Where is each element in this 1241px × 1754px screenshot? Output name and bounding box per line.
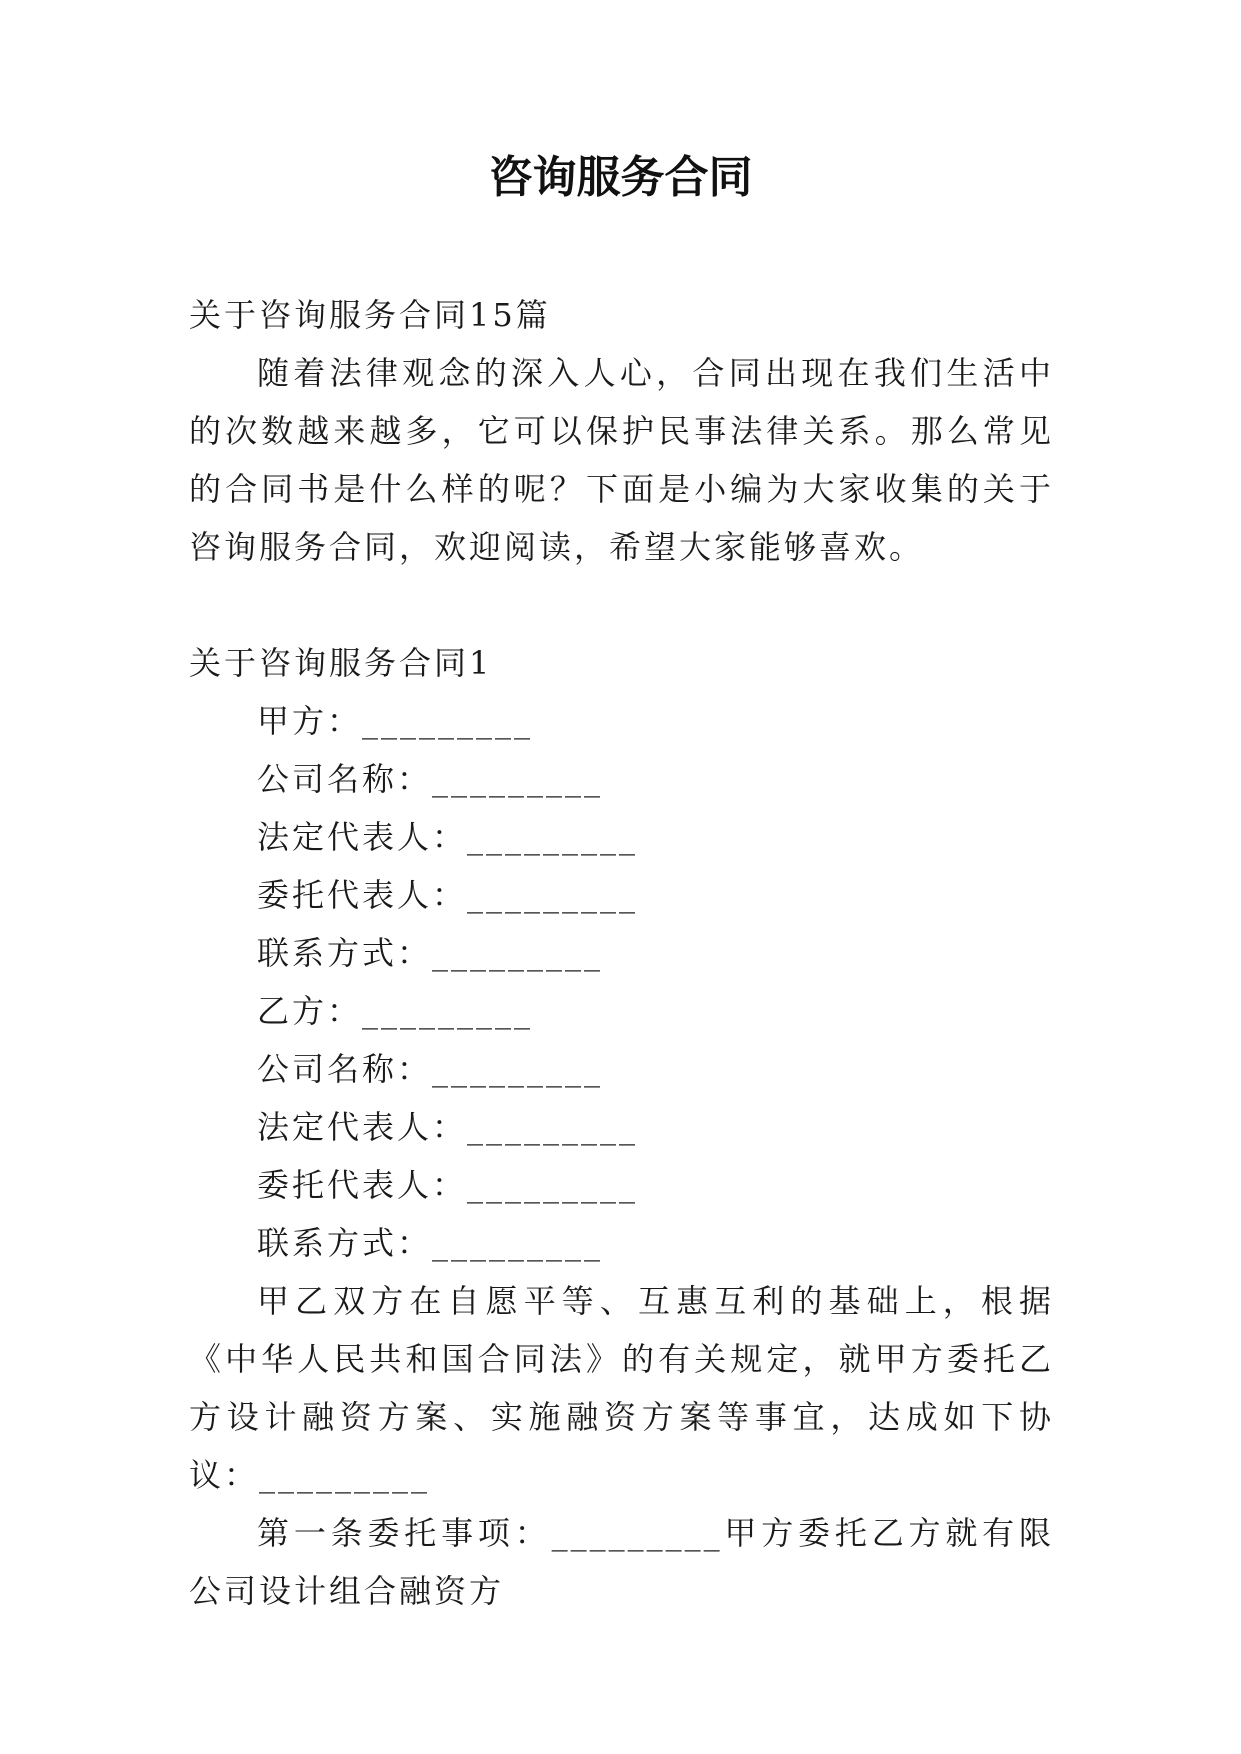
article-one-paragraph: 第一条委托事项：_________甲方委托乙方就有限公司设计组合融资方 [189,1514,1054,1610]
party-a-company: 公司名称：_________ [257,760,604,798]
party-a-agent: 委托代表人：_________ [257,876,639,914]
section-heading: 关于咨询服务合同1 [189,644,493,682]
party-b-label: 乙方：_________ [257,992,534,1030]
party-b-agent: 委托代表人：_________ [257,1166,639,1204]
document-body [189,286,1054,1620]
party-a-contact: 联系方式：_________ [257,934,604,972]
document-subtitle: 关于咨询服务合同15篇 [189,296,551,334]
party-b-company: 公司名称：_________ [257,1050,604,1088]
party-b-contact: 联系方式：_________ [257,1224,604,1262]
party-a-legal-rep: 法定代表人：_________ [257,818,639,856]
agreement-paragraph: 甲乙双方在自愿平等、互惠互利的基础上，根据《中华人民共和国合同法》的有关规定，就甲方委托乙方设计融资方案、实施融资方案等事宜，达成如下协议：_________ [189,1282,1054,1494]
intro-paragraph: 随着法律观念的深入人心，合同出现在我们生活中的次数越来越多，它可以保护民事法律关系。那么常见的合同书是什么样的呢？下面是小编为大家收集的关于咨询服务合同，欢迎阅读，希望大家能够喜欢。 [189,354,1054,566]
party-b-legal-rep: 法定代表人：_________ [257,1108,639,1146]
spacer [189,576,1054,634]
party-a-label: 甲方：_________ [257,702,534,740]
page-title: 咨询服务合同 [488,152,753,203]
